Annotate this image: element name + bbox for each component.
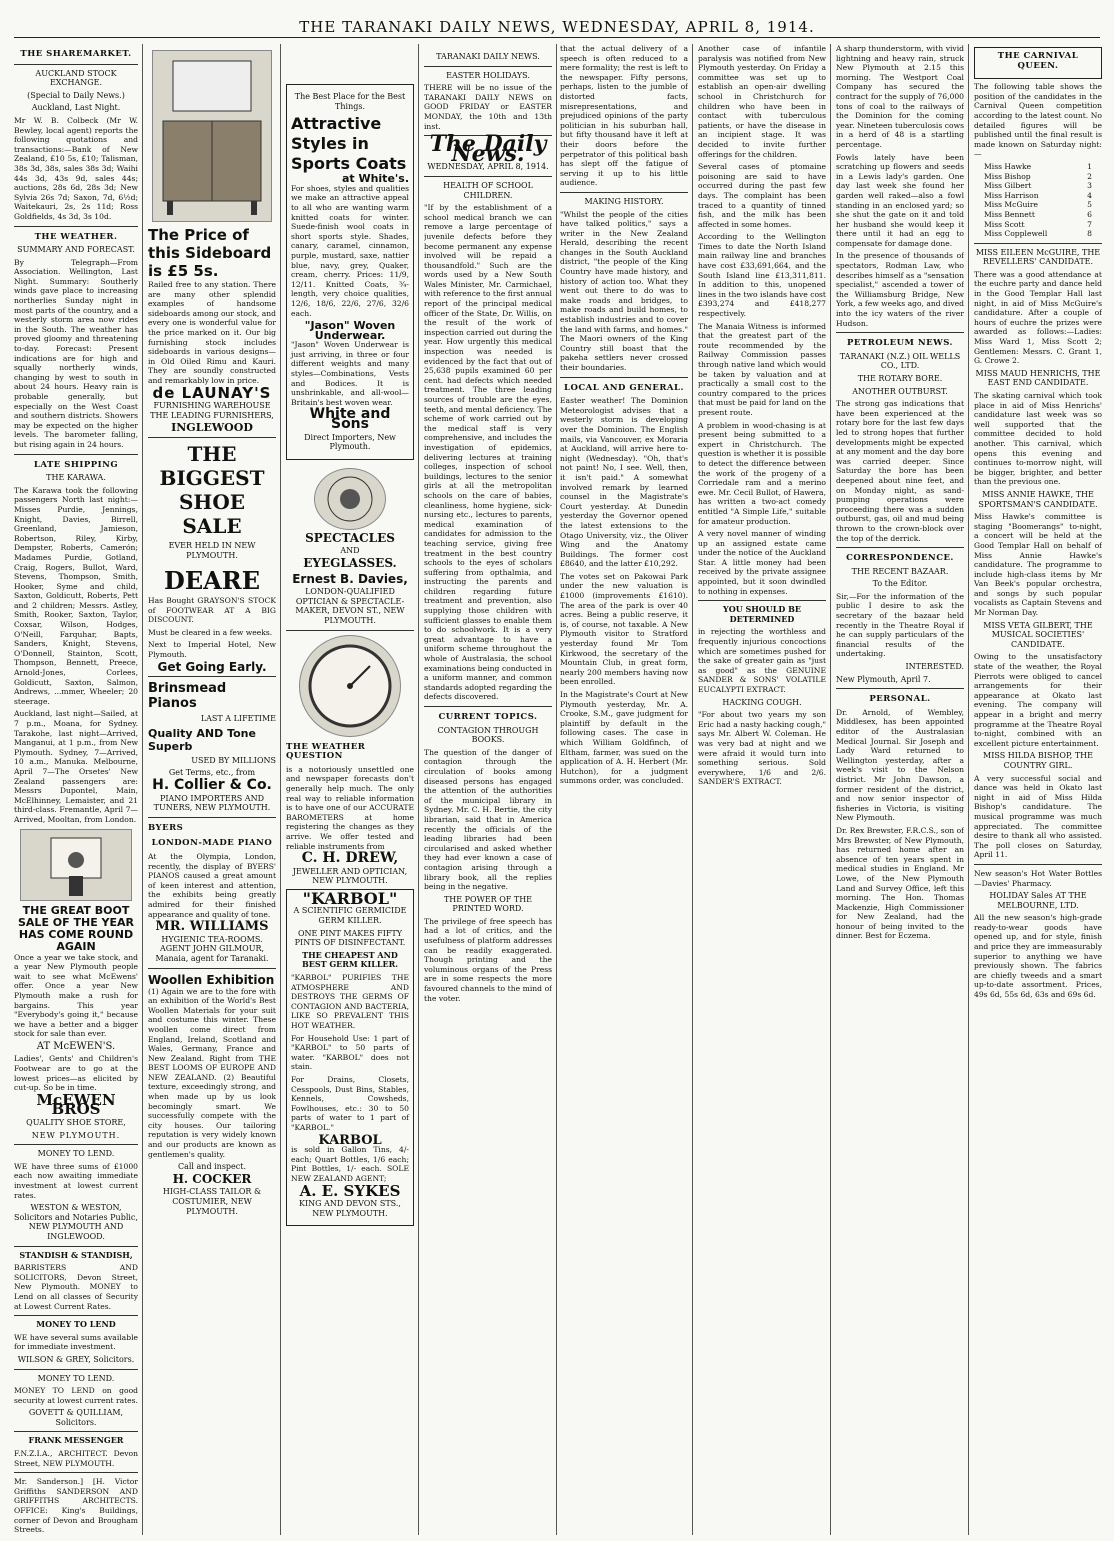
williams-sub: HYGIENIC TEA-ROOMS. AGENT JOHN GILMOUR, Manaia, agent for Taranaki. [155, 934, 269, 963]
coats-headline: Attractive Styles in Sports Coats [291, 114, 407, 174]
column-rule [830, 44, 831, 1535]
candidate-row [984, 200, 1102, 210]
petroleum-heading: PETROLEUM NEWS. [847, 338, 953, 349]
money2-body: WE have several sums available for immediate investment. [14, 1332, 138, 1352]
determined-body: in rejecting the worthless and frequently injurious concoctions which are sometimes pushed for the sake of greater gain as "just as good" as the GENUINE SANDER & SONS' VOLATILE EUCALYPTI EXTRACT. [698, 627, 826, 694]
messenger-name: FRANK MESSENGER [28, 1435, 124, 1446]
jason-body: "Jason" Woven Underwear is just arriving, in three or four different weights and many styles—Combinations, Vests and Bodices. It is unshrinkable, and all-wool—Britain's best woven wear. [291, 340, 409, 407]
sideboard-icon [153, 51, 271, 221]
sideboard-illustration [152, 50, 272, 222]
coats-at: at White's. [341, 172, 409, 186]
crest-icon [315, 469, 385, 529]
cocker-sub: HIGH-CLASS TAILOR & COSTUMIER, NEW PLYMOUTH. [162, 1187, 262, 1216]
karawa-report: The Karawa took the following passengers North last night:—Misses Purdie, Jennings, Knight, Davies, Birrell, Greenland, Jamieson, Robertson, Riley, Kirby, Dempster, Roberts, Camerón; Madames Purdie, Gotland, Craig, Rogers, Bullot, Ward, Stevens, Thompson, Smith, Hooker, Syme and child, Saxton, Goldicutt, Roberts, Pett and 2 children; Messrs. Astley, Smith, Rooker, Saxton, Taylor, Coxsar, Wilson, Hodges, O'Neill, Farquhar, Bapts, Sanders, Knight, Stevens, O'Donnell, Stainton, Scott, Thompson, Bennett, Preece, Arnold-Jones, Corlees, Goldicutt, Saxton, Salmon, Andrews, ...mmer, Wheeler; 20 steerage. [14, 485, 138, 706]
candidate-name: Miss McGuire [984, 200, 1038, 210]
money1-firm: WESTON & WESTON, Solicitors and Notaries Public, NEW PLYMOUTH AND INGLEWOOD. [14, 1203, 138, 1241]
deare-address: Next to Imperial Hotel, New Plymouth. [148, 640, 276, 660]
cocker-call: Call and inspect. [177, 1162, 247, 1172]
money1-heading: MONEY TO LEND. [37, 1149, 115, 1159]
candidate-name: Miss Scott [984, 219, 1025, 229]
williams-name: MR. WILLIAMS [155, 919, 269, 935]
deare-name: DEARE [164, 566, 260, 596]
candidate-position: 3 [1087, 181, 1092, 191]
karbol-title: "KARBOL" [302, 888, 398, 908]
divider [286, 630, 414, 631]
sanderson-body: Mr. Sanderson.] [H. Victor Griffiths SANDERSON AND GRIFFITHS ARCHITECTS. OFFICE: King's Buildings, corner of Devon and Brougham Streets. [14, 1477, 138, 1535]
candidate-row [984, 162, 1102, 172]
sharemarket-heading: THE SHAREMARKET. [20, 49, 132, 59]
divider [836, 688, 964, 689]
candidate-row [984, 210, 1102, 220]
divider [424, 66, 552, 67]
davies-sub: LONDON-QUALIFIED OPTICIAN & SPECTACLE-MAKER, DEVON ST., NEW PLYMOUTH. [295, 587, 405, 625]
petroleum-company: TARANAKI (N.Z.) OIL WELLS CO., LTD. [839, 351, 961, 371]
local-body-1: Easter weather! The Dominion Meteorologist advises that a westerly storm is developing over the Dominion. The English mails, via Vancouver, ex Moraria at Auckland, will arrive here to-night (Wednesday). "Oh, that's not paint! No, I see. Well, then, it isn't paid." A somewhat involved remark by learned counsel in the Magistrate's Court yesterday. At Dunedin yesterday the Governor opened the latest extensions to the Otago University, viz., the Oliver Wing and the Anatomy Buildings. The former cost £8640, and the latter £10,292. [560, 396, 688, 569]
byers-heading: LONDON-MADE PIANO [151, 838, 273, 849]
spectacles-and: AND [340, 546, 360, 556]
collier-name: H. Collier & Co. [152, 777, 272, 794]
nameplate: The Daily News. [429, 131, 547, 167]
shipping-heading: LATE SHIPPING [33, 459, 119, 470]
column-3 [286, 44, 414, 1535]
candidate-position: 8 [1087, 229, 1092, 239]
standish-body: BARRISTERS AND SOLICITORS, Devon Street, New Plymouth. MONEY to Lend on all classes of Security at Lowest Current Rates. [14, 1263, 138, 1311]
weather-report: By Telegraph—From Association. Wellington, Last Night. Summary: Southerly winds gave place to increasing northerlies Sunday night in most parts of the country, and a westerly storm area now rides in the South. The weather has proved gloomy and threatening to-day. Forecast: Present indications are for high and squally northerly winds, changing by west to south in about 24 hours. Heavy rain is probable generally, but especially on the West Coast and southern districts. Showers may be expected on the higher levels. The barometer falling, but rising again in 24 hours. [14, 257, 138, 449]
divider [14, 1315, 138, 1316]
deare-body: Has Bought GRAYSON'S STOCK of FOOTWEAR AT A BIG DISCOUNT. [148, 596, 276, 625]
candidate-name: Miss Hawke [984, 161, 1032, 171]
correspondence-heading: CORRESPONDENCE. [846, 553, 954, 564]
column-rule [556, 44, 557, 1535]
history-heading: MAKING HISTORY. [584, 196, 664, 206]
holiday-sale-heading: HOLIDAY Sales AT THE MELBOURNE, LTD. [989, 891, 1087, 910]
sykes-sub: KING AND DEVON STS., NEW PLYMOUTH. [299, 1199, 401, 1218]
col7-body-2: Fowls lately have been scratching up flowers and seeds in a Lewis lady's garden. One day last week she found her garden well raked—also a fowl standing in an enclosed yard; so she shut the gate on it and told her husband she would keep it there until it had an egg to compensate for damage done. [836, 152, 964, 248]
coats-body: For shoes, styles and qualities we make an attractive appeal to all who are wanting warm knitted coats for winter. Suede-finish wool coats in short sports style. Shades, canary, caramel, cinnamon, purple, mustard, saxe, nattier blue, navy, grey, Quaker, cream, cherry. Prices: 11/9, 12/11. Knitted Coats, ¾-length, very choice qualities, 12/6, 18/6, 22/6, 27/6, 32/6 each. [291, 183, 409, 318]
divider [974, 864, 1102, 865]
mcguire-body: There was a good attendance at the euchre party and dance held in the Good Templar Hall last night, in aid of Miss McGuire's candidature. After a couple of hours of euchre the prizes were awarded as follows:—Ladies: Miss Ward 1, Miss Scott 2; Gentlemen: Messrs. C. Grant 1, G. Crowe 2. [974, 269, 1102, 366]
karbol-use-2: For Drains, Closets, Cesspools, Dust Bins, Stables, Kennels, Cowsheds, Fowlhouses, etc.: 30 to 50 parts of water to 1 part of "KARBOL." [291, 1074, 409, 1132]
boot-sale-body: Once a year we take stock, and a year New Plymouth people wait to see what McEwens' offer. Once a year New Plymouth make a rush for bargains. This year "Everybody's going it," because we have a better and a bigger stock for sale than ever. [14, 952, 138, 1039]
brinsmead-name: Brinsmead Pianos [148, 681, 227, 712]
brinsmead-get: Get Terms, etc., from [168, 768, 256, 778]
divider [14, 64, 138, 65]
health-heading: HEALTH OF SCHOOL CHILDREN. [443, 180, 533, 200]
money3-firm: GOVETT & QUILLIAM, Solicitors. [28, 1408, 124, 1427]
divider [560, 192, 688, 193]
collier-sub: PIANO IMPORTERS AND TUNERS, NEW PLYMOUTH. [153, 793, 271, 813]
divider [424, 176, 552, 177]
money2-heading: MONEY TO LEND [36, 1319, 116, 1330]
candidate-name: Miss Bennett [984, 209, 1035, 219]
candidate-position: 7 [1087, 219, 1092, 229]
column-8 [974, 44, 1102, 1535]
divider [14, 1144, 138, 1145]
money3-heading: MONEY TO LEND. [37, 1373, 115, 1383]
money1-body: WE have three sums of £1000 each now awaiting immediate investment at lowest current rates. [14, 1161, 138, 1200]
column-rule [142, 44, 143, 1535]
col7-body-3: In the presence of thousands of spectators, Rodman Law, who describes himself as a "sensation specialist," ascended a tower of the Williamsburg Bridge, New York, a few weeks ago, and dived into the icy waters of the river Hudson. [836, 251, 964, 328]
masthead: THE TARANAKI DAILY NEWS, WEDNESDAY, APRIL 8, 1914. [299, 18, 815, 36]
column-5 [560, 44, 688, 1535]
carnival-body: The following table shows the position of the candidates in the Carnival Queen competition according to the latest count. No detailed figures will be published until the final result is made known on Saturday night:— [974, 82, 1102, 159]
candidate-name: Miss Harrison [984, 190, 1039, 200]
money3-body: MONEY TO LEND on good security at lowest current rates. [14, 1386, 138, 1405]
cough-body: "For about two years my son Eric had a nasty hacking cough," says Mr. Albert W. Coleman. He was very bad at night and we were afraid it would turn into something serious. Sold everywhere, 1/6 and 2/6. SANDER'S EXTRACT. [698, 710, 826, 787]
shoe-sale-line-1: THE [187, 441, 237, 466]
karbol-body: "KARBOL" PURIFIES THE ATMOSPHERE AND DESTROYS THE GERMS OF CONTAGION AND BACTERIA, LIKE SO PREVALENT THIS HOT WEATHER. [291, 973, 409, 1030]
candidate-position: 2 [1087, 171, 1092, 181]
contagion-body: The question of the danger of contagion through the circulation of books among diseased persons has engaged the attention of the authorities of the municipal library in Sydney. Mr. C. H. Bertie, the city librarian, said that in America recently the officials of the leading libraries had been circularised and asked whether they had ever known a case of contagion arising through a library book, all the replies being in the negative. [424, 747, 552, 892]
karbol-name: KARBOL [318, 1132, 382, 1148]
holiday-body: THERE will be no issue of the TARANAKI DAILY NEWS on GOOD FRIDAY or EASTER MONDAY, the 10th and 13th inst. [424, 83, 552, 131]
candidate-name: Miss Gilbert [984, 181, 1032, 191]
personal-body-2: Dr. Rex Brewster, F.R.C.S., son of Mrs Brewster, of New Plymouth, has returned home after an absence of ten years spent in medical studies in England. Mr Lowe, of the New Plymouth Land and Survey Office, left this morning. The Hon. Thomas Mackenzie, High Commissioner for New Zealand, had the honour of being invited to the dinner. Best for Eczema. [836, 825, 964, 941]
divider [836, 547, 964, 548]
local-general-heading: LOCAL AND GENERAL. [564, 382, 684, 393]
personal-body-1: Dr. Arnold, of Wembley, Middlesex, has been appointed editor of the Australasian Medical Journal. Sir Joseph and Lady Ward returned to Wellington yesterday, after a week's visit to the Nelson district. Mr John Dawson, a former resident of the district, and now senior inspector of fisheries in Victoria, is visiting New Plymouth. [836, 707, 964, 823]
divider [424, 706, 552, 707]
gilbert-heading: MISS VETA GILBERT, THE MUSICAL SOCIETIES' CANDIDATE. [983, 620, 1093, 649]
col6-body-4: The Manaia Witness is informed that the greatest part of the route recommended by the Railway Commission passes through native land which would be taken by valuation and at practically a small cost to the country compared to the prices that must be paid for land on the present route. [698, 321, 826, 417]
bottles-notice: New season's Hot Water Bottles—Davies' Pharmacy. [974, 868, 1102, 888]
exchange-subhead: (Special to Daily News.) [27, 90, 125, 100]
shoe-sale-sub: EVER HELD IN NEW PLYMOUTH. [168, 540, 256, 560]
woollen-title: Woollen Exhibition [148, 972, 275, 987]
boot-sale-tail: Ladies', Gents' and Children's Footwear are to go at the lowest prices—as elicited by cut-up. So be in time. [14, 1054, 138, 1093]
exchange-heading: AUCKLAND STOCK EXCHANGE. [35, 68, 117, 88]
holiday-paper: TARANAKI DAILY NEWS. [436, 52, 540, 61]
divider [148, 817, 276, 818]
divider [14, 226, 138, 227]
bishop-body: A very successful social and dance was held in Okato last night in aid of Miss Hilda Bishop's candidature. The musical programme was much appreciated. The committee desire to thank all who assisted. The poll closes on Saturday, April 11. [974, 773, 1102, 860]
column-rule [280, 44, 281, 1535]
health-body: "If by the establishment of a school medical branch we can remove a large percentage of juvenile defects before they become permanent any expense involved will be repaid a thousandfold." Such are the words used by a New South Wales Minister, Mr. Carmichael, with reference to the first annual report of the principal medical officer of the State, Dr. Willis, on the result of the work of inspection carried out during the year. How urgently this medical inspection was needed is evidenced by the fact that out of 25,638 pupils examined 60 per cent. had defects which needed treatment. The three leading sources of trouble are the eyes, teeth, and mental deficiency. The scheme of work carried out by the medical staff is very comprehensive, and includes the investigation of epidemics, delivering lectures at training colleges, inspection of school buildings, lectures to the senior girls at all the metropolitan schools on the care of babies, cleanliness, home hygiene, sick-nursing etc., lectures to parents, medical examination of candidates for admission to the teaching service, giving free treatment in the best country schools to the eyes of scholars suffering from opthalmia, and instructing the parents and children regarding future treatment and prevention, also supplying those children with sufficient glasses to enable them to do schoolwork. It is a very great advantage to have a uniform scheme throughout the whole of Australasia, the school examinations being conducted in a uniform manner, and common standards adopted regarding the defects discovered. [424, 203, 552, 702]
holiday-heading: EASTER HOLIDAYS. [446, 70, 530, 80]
karbol-ad [286, 889, 414, 1226]
candidate-list [974, 162, 1102, 239]
henrichs-body: The skating carnival which took place in aid of Miss Henrichs' candidature last week was so well supported that the committee decided to hold another. This carnival, which opens this evening and continues to-morrow night, will be bigger, brighter, and better than the previous one. [974, 391, 1102, 487]
divider [14, 454, 138, 455]
delaunay-sub: FURNISHING WAREHOUSE THE LEADING FURNISHERS, [150, 401, 274, 420]
candidate-position: 6 [1087, 209, 1092, 219]
barometer-icon [300, 636, 400, 736]
shoe-sale-line-4: SALE [182, 513, 242, 538]
petroleum-sub: THE ROTARY BORE. [857, 374, 943, 383]
mcewen-town: NEW PLYMOUTH. [31, 1130, 121, 1140]
masthead-rule [14, 37, 1100, 38]
byers-title: BYERS [148, 822, 184, 833]
barometer-illustration [299, 635, 401, 737]
power-body: The privilege of free speech has had a lot of critics, and the usefulness of platform addresses can be readily exaggerated. Though printing and the voluminous organs of the Press are in some respects the more favoured channels to the mind of the voter. [424, 916, 552, 1003]
divider [698, 600, 826, 601]
shoe-sale-line-2: BIGGEST [159, 465, 265, 490]
drew-sub: JEWELLER AND OPTICIAN, NEW PLYMOUTH. [292, 866, 408, 886]
col7-body-1: A sharp thunderstorm, with vivid lightning and heavy rain, struck New Plymouth at 2.15 this morning. The Westport Coal Company has secured the contract for the supply of 76,000 tons of coal to the railways of the Dominion for the coming year. Nineteen tuberculosis cows in a herd of 48 is a startling percentage. [836, 44, 964, 149]
outburst-body: The strong gas indications that have been experienced at the rotary bore for the last few days led to strong hopes that further developments might be expected at any moment and the day bore was carried deeper. Since Saturday the bore has been deepened about nine feet, and on Monday night, as sand-pumping operations were proceeding there was a sudden outburst, gas, oil and mud being thrown to the crown-block over the top of the derrick. [836, 399, 964, 543]
divider [836, 332, 964, 333]
divider [14, 1369, 138, 1370]
determined-heading: YOU SHOULD BE DETERMINED [723, 604, 801, 624]
carnival-heading: THE CARNIVAL QUEEN. [997, 51, 1079, 71]
bishop-heading: MISS HILDA BISHOP, THE COUNTRY GIRL. [983, 751, 1093, 770]
candidate-row [984, 220, 1102, 230]
column-2 [148, 44, 276, 1535]
candidate-row [984, 181, 1102, 191]
karbol-pint: ONE PINT MAKES FIFTY PINTS OF DISINFECTANT. [294, 928, 406, 948]
delaunay-name: de LAUNAY'S [152, 383, 272, 402]
boot-sale-at: AT McEWEN'S. [36, 1040, 116, 1052]
column-rule [692, 44, 693, 1535]
standish-name: STANDISH & STANDISH, [19, 1249, 133, 1260]
divider [560, 377, 688, 378]
bazaar-to: To the Editor. [872, 579, 928, 589]
arrivals-report: Auckland, last night—Sailed, at 7 p.m., Moana, for Sydney. Tarakohe, last night—Arrived, Manganui, at 1 p.m., from New Plymouth. Sydney, 7—Arrived, 10 a.m., Manuka. Melbourne, April 7—The Orsetes' New Zealand passengers are: Messrs Dupontel, Main, McElhinney, Lemaister, and 21 third-class. Fremantle, April 7—Arrived, Mooltan, from London. [14, 709, 138, 824]
shoe-sale-line-3: SHOE [178, 489, 245, 514]
karbol-use-1: For Household Use: 1 part of "KARBOL" to 50 parts of water. "KARBOL" does not stain. [291, 1033, 409, 1072]
gilbert-body: Owing to the unsatisfactory state of the weather, the Royal Pierrots were obliged to cancel arrangements for their appearance at Okato last evening. The company will appear in a bright and merry programme at the Theatre Royal to-night, combined with an excellent picture entertainment. [974, 652, 1102, 748]
weather-heading: THE WEATHER. [34, 231, 118, 242]
brinsmead-used: USED BY MILLIONS [191, 755, 276, 765]
local-body-2: The votes set on Pakowai Park under the new valuation is £1000 (improvements £1610). The area of the park is over 40 acres. Being a public reserve, it is, of course, not taxable. A New Plymouth visitor to Stratford yesterday found Mr Tom Kirkwood, the secretary of the Mountain Club, in great form, nearly 200 members having now been enrolled. [560, 571, 688, 687]
divider [14, 1431, 138, 1432]
column-1 [14, 44, 138, 1535]
divider [14, 1472, 138, 1473]
crest-illustration [314, 468, 386, 530]
brinsmead-quality: Quality AND Tone Superb [148, 726, 256, 753]
col6-body-5: A problem in wood-chasing is at present being submitted to a expert in Christchurch. The question is whether it is possible to detect the difference between the work of the progeny of a Corriedale ram and a merino ewe. Mr. Cecil Bullot, of Hawera, has written a two-act comedy entitled "A Simple Life," suitable for amateur production. [698, 420, 826, 526]
coats-tagline: The Best Place for the Best Things. [294, 92, 406, 111]
divider [14, 1246, 138, 1247]
divider [974, 243, 1102, 244]
sideboard-body: Railed free to any station. There are many other splendid examples of handsome sideboards among our stock, and every one is wonderful value for the price marked on it. Our big furnishing stock includes sideboards in various designs—in Old Oiled Rimu and Kauri. They are soundly constructed and remarkably low in price. [148, 280, 276, 385]
cocker-name: H. COCKER [172, 1171, 252, 1186]
jason-title: "Jason" Woven Underwear. [304, 319, 396, 342]
current-topics-heading: CURRENT TOPICS. [438, 712, 538, 722]
candidate-row [984, 172, 1102, 182]
henrichs-heading: MISS MAUD HENRICHS, THE EAST END CANDIDATE. [975, 368, 1101, 388]
boot-sale-headline: THE GREAT BOOT SALE OF THE YEAR HAS COME ROUND AGAIN [18, 903, 134, 953]
spectacles-heading: SPECTACLES [305, 530, 395, 545]
col6-body-3: According to the Wellington Times to date the North Island main railway line and branches have cost £33,691,664, and the South Island line £13,311,811. In addition to this, unopened lines in the two islands have cost £393,274 and £418,277 respectively. [698, 232, 826, 319]
outburst-heading: ANOTHER OUTBURST. [852, 386, 948, 396]
mcewen-sub: QUALITY SHOE STORE, [26, 1118, 126, 1128]
drew-name: C. H. DREW, [301, 850, 399, 867]
hawke-body: Miss Hawke's committee is staging "Boomerangs" to-night, a concert will be held at the Good Templar Hall on behalf of Miss Annie Hawke's candidature. The programme to include high-class items by Mr Van Beek's popular orchestra, and songs by such popular vocalists as Captain Stevens and Mr Norman Day. [974, 512, 1102, 618]
history-body: "Whilst the people of the cities have talked politics," says a writer in the New Zealand Herald, describing the recent changes in the South Auckland district, "the people of the King Country have made history, and history of action too. What they went out there to do was to make roads and bridges, to make roads and build homes, to establish industries and to cover the land with farms, and homes." The Maori owners of the King Country still boast that the pakeha settlers never crossed their boundaries. [560, 209, 688, 372]
byers-body: At the Olympia, London, recently, the display of BYERS' PIANOS caused a great amount of keen interest and attention, the exhibits being greatly admired for their finished appearance and quality of tone. [148, 852, 276, 919]
divider [148, 968, 276, 969]
boot-sale-illustration [20, 829, 132, 901]
bazaar-date: New Plymouth, April 7. [836, 674, 931, 684]
holiday-sale-body: All the new season's high-grade ready-to-wear goods have opened up, and for style, finish and price they are immeasurably superior to anything we have previously shown. The fabrics are chiefly tweeds and a smart up-to-date assortment. Prices, 49s 6d, 55s 6d, 63s and 69s 6d. [974, 913, 1102, 1000]
candidate-position: 4 [1087, 190, 1092, 200]
column-rule [968, 44, 969, 1535]
column-6 [698, 44, 826, 1535]
bazaar-signature: INTERESTED. [905, 662, 964, 672]
weather-question-title: THE WEATHER QUESTION [286, 741, 366, 762]
candidate-row [984, 229, 1102, 239]
mcewen-name: McEWEN BROS [36, 1090, 116, 1119]
karbol-sub: A SCIENTIFIC GERMICIDE GERM KILLER. [293, 906, 407, 926]
column-rule [418, 44, 419, 1535]
money2-firm: WILSON & GREY, Solicitors. [17, 1354, 135, 1364]
divider [148, 437, 276, 438]
coats-ad [286, 84, 414, 460]
mcguire-heading: MISS EILEEN McGUIRE, THE REVELLERS' CANDIDATE. [975, 247, 1101, 267]
bazaar-body: Sir,—For the information of the public I desire to ask the secretary of the bazaar held recently in the Theatre Royal if he can supply particulars of the financial results of the undertaking. [836, 591, 964, 659]
candidate-name: Miss Copplewell [984, 229, 1048, 239]
whites-name: White and Sons [309, 406, 391, 433]
sideboard-headline: The Price of this Sideboard is £5 5s. [148, 226, 272, 280]
davies-name: Ernest B. Davies, [292, 571, 408, 586]
col6-body-2: Several cases of ptomaine poisoning are said to have occurred during the past few days. The complaint has been traced to a quantity of tinned fish, and the milk has been affected in some homes. [698, 162, 826, 229]
column-7 [836, 44, 964, 1535]
whites-sub: Direct Importers, New Plymouth. [304, 432, 396, 452]
deare-cleared: Must be cleared in a few weeks. [148, 627, 273, 637]
power-heading: THE POWER OF THE PRINTED WORD. [443, 894, 533, 914]
weather-question-body: is a notoriously unsettled one and newspaper forecasts don't generally help much. The only real way to reliable information is to have one of our ACCURATE BAROMETERS at home registering the changes as they arrive. We offer tested and reliable instruments from [286, 764, 414, 851]
col5-body-1: that the actual delivery of a speech is often reduced to a mere formality; the rest is left to the newspaper. Fifty persons, perhaps, listen to the jumble of distorted facts, misrepresentations, and prejudiced opinions of the party politician in his suburban hall, but fifty thousand have it left at their doors before the perpetrator of this political bash has slept off the fatigue of serving it up to his little audience. [560, 44, 688, 188]
karbol-price: is sold in Gallon Tins, 4/- each; Quart Bottles, 1/6 each; Pint Bottles, 1/- each. SOLE NEW ZEALAND AGENT; [291, 1145, 409, 1183]
personal-heading: PERSONAL. [869, 694, 931, 705]
exchange-dateline: Auckland, Last Night. [31, 103, 121, 113]
eyeglasses-heading: EYEGLASSES. [303, 556, 397, 570]
deare-slogan: Get Going Early. [157, 659, 267, 674]
messenger-body: F.N.Z.I.A., ARCHITECT. Devon Street, NEW PLYMOUTH. [14, 1449, 138, 1468]
bazaar-heading: THE RECENT BAZAAR. [851, 566, 949, 576]
exchange-report: Mr W. B. Colbeck (Mr W. Bewley, local agent) reports the following quotations and transactions:—Bank of New Zealand, £10 5s, £10; Talisman, 38s 3d, 38s, sales 38s 3d; Waihi 44s 3d, 43s 9d, sales 44s; auctions, 28s 6d, 28s 3d; New Sylvia 26s 7d; Saxon, 7d, 6½d; Waitekauri, 2s, 2s 11d; Ross Goldfields, 4s 3d, 3s 10d. [14, 115, 138, 221]
karbol-cheap: THE CHEAPEST AND BEST GERM KILLER. [301, 949, 399, 970]
contagion-heading: CONTAGION THROUGH BOOKS. [437, 725, 539, 745]
column-4 [424, 44, 552, 1535]
dateline: WEDNESDAY, APRIL 8, 1914. [427, 162, 549, 172]
cough-heading: HACKING COUGH. [722, 697, 802, 707]
weather-subhead: SUMMARY AND FORECAST. [17, 245, 135, 255]
karawa-heading: THE KARAWA. [46, 473, 106, 483]
man-reading-poster-icon [21, 830, 131, 900]
candidate-row [984, 191, 1102, 201]
col6-body-6: A very novel manner of winding up an assigned estate came under the notice of the Auckland Star. A little money had been received by the private assignee appointed, but it soon dwindled to nothing in expenses. [698, 529, 826, 596]
delaunay-town: INGLEWOOD [171, 421, 253, 435]
hawke-heading: MISS ANNIE HAWKE, THE SPORTSMAN'S CANDIDATE. [978, 489, 1098, 509]
woollen-body: (1) Again we are to the fore with an exhibition of the World's Best Woollen Materials for your suit and costume this winter. These woollen come direct from England, Ireland, Scotland and Wales, Germany, France and New Zealand. Right from THE BEST LOOMS OF EUROPE AND NEW ZEALAND. (2) Beautiful texture, exceedingly strong, and when made up by us look becomingly smart. We successfully compete with the city houses. Our tailoring reputation is very widely known and our products are known as gentlemen's quality. [148, 986, 276, 1159]
local-body-3: In the Magistrate's Court at New Plymouth yesterday, Mr. A. Crooke, S.M., gave judgment for plaintiff by default in the following cases. The case in which William Goldfinch, of Eltham, farmer, was sued on the application of A. H. Herbert (Mr. Hutchon), for a judgment summons order, was concluded. [560, 690, 688, 786]
candidate-position: 5 [1087, 200, 1092, 210]
divider [148, 676, 276, 677]
candidate-name: Miss Bishop [984, 171, 1031, 181]
col6-body-1: Another case of infantile paralysis was notified from New Plymouth yesterday. On Friday a committee was set up to establish an open-air dwelling school in Christchurch for children who have been in contact with tuberculous patients, or have the disease in an incipient stage. It was decided to invite further offerings for the children. [698, 44, 826, 159]
candidate-position: 1 [1087, 161, 1092, 171]
sykes-name: A. E. SYKES [299, 1181, 401, 1200]
carnival-box [974, 47, 1102, 79]
brinsmead-last: LAST A LIFETIME [200, 714, 276, 724]
